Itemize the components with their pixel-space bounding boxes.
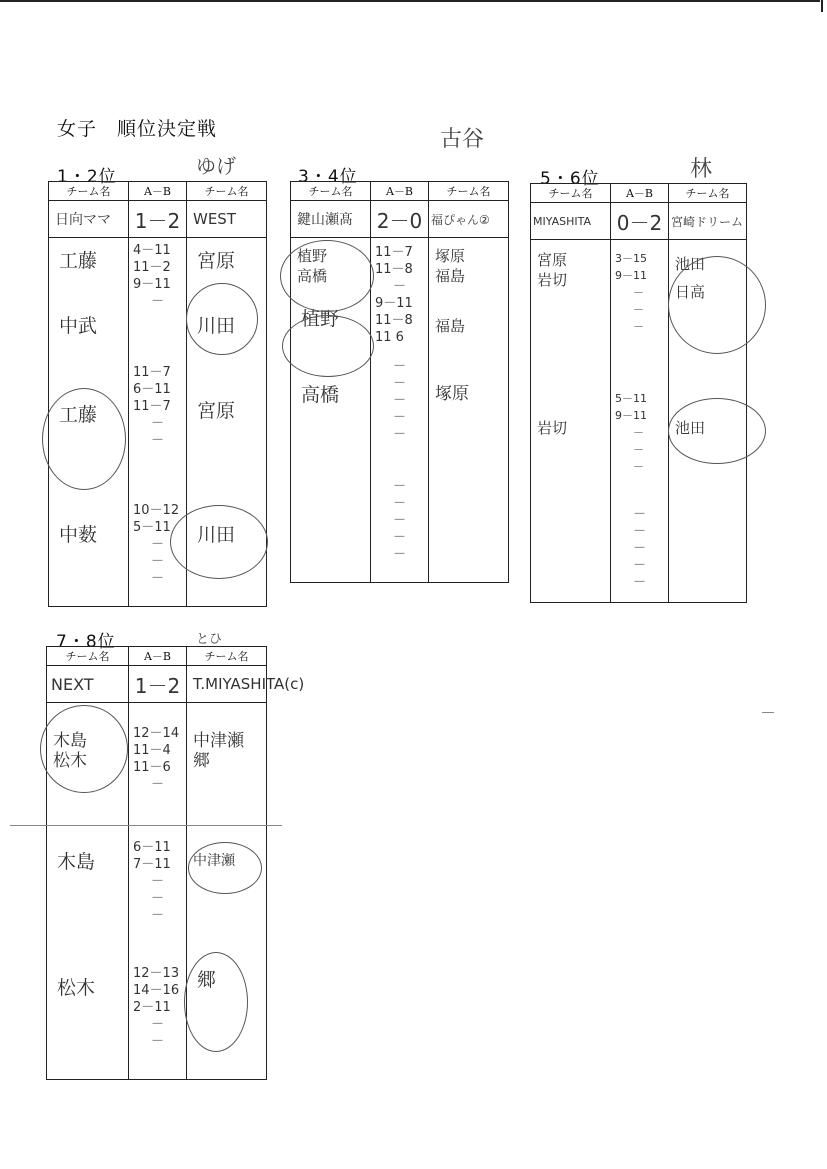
match1-scores	[129, 242, 186, 310]
match2-team-a: 中武	[59, 315, 98, 337]
header-team-b: チーム名	[187, 182, 267, 201]
winner-circle	[188, 842, 262, 894]
winner-circle	[186, 283, 258, 355]
game-score: 9－11	[375, 296, 413, 311]
match1-team-b2: 郷	[193, 751, 210, 771]
final-team-a: 鍵山瀬髙	[297, 212, 353, 228]
match1-team-b: 宮原	[197, 250, 236, 272]
game-score: －	[151, 433, 165, 448]
game-score: －	[151, 1034, 165, 1049]
winner-circle	[42, 388, 126, 490]
final-team-a: 日向ママ	[55, 212, 111, 228]
final-team-b: T.MIYASHITA(c)	[193, 675, 305, 693]
game-score: 10－12	[133, 503, 180, 518]
bracket-34-title: 3・4位	[298, 167, 358, 187]
match3-scores	[371, 358, 428, 443]
game-score: 5－11	[133, 520, 171, 535]
final-row	[47, 666, 267, 703]
game-score: 11－8	[375, 313, 413, 328]
match2-team-a: 岩切	[537, 419, 568, 437]
bracket-12-title: 1・2位	[57, 167, 117, 187]
game-score: －	[393, 530, 407, 545]
final-team-a: MIYASHITA	[533, 214, 592, 228]
match1-scores	[611, 250, 668, 335]
game-score: 9－11	[615, 269, 647, 282]
match1-team-b1: 中津瀬	[193, 731, 244, 751]
game-score: 7－11	[133, 857, 171, 872]
match3-team-a: 高橋	[301, 384, 340, 406]
final-team-a: NEXT	[51, 674, 94, 694]
game-score: 11－7	[133, 365, 171, 380]
stray-pen-line	[10, 825, 282, 826]
game-score: －	[151, 554, 165, 569]
match2-scores	[611, 390, 668, 475]
final-team-b: 福ぴゃん②	[431, 212, 490, 227]
bracket-56-title: 5・6位	[540, 169, 600, 189]
match1-team-b1: 塚原	[435, 247, 466, 265]
winner-circle	[282, 315, 374, 377]
game-score: －	[393, 427, 407, 442]
game-score: 2－11	[133, 1000, 171, 1015]
match-row	[531, 500, 747, 603]
winner-circle	[668, 398, 766, 464]
game-score: 11 6	[375, 330, 404, 345]
game-score: －	[393, 410, 407, 425]
game-score: －	[393, 547, 407, 562]
match2-team-b: 池田	[675, 419, 706, 437]
match1-team-b1: 池田	[675, 255, 706, 273]
match4-team-b: 川田	[197, 524, 236, 546]
game-score: －	[633, 524, 647, 539]
game-score: －	[151, 891, 165, 906]
final-row	[291, 201, 509, 238]
match2-team-b: 福島	[435, 317, 466, 335]
bracket-78-title: 7・8位	[56, 632, 116, 652]
game-score: －	[393, 359, 407, 374]
match1-team-b2: 福島	[435, 267, 466, 285]
game-score: 11－7	[375, 245, 413, 260]
match3-scores	[129, 364, 186, 449]
header-score: A－B	[129, 647, 187, 666]
winner-circle	[184, 952, 248, 1052]
match1-team-a1: 植野	[297, 247, 328, 265]
match1-team-a2: 岩切	[537, 271, 568, 289]
match1-team-a1: 木島	[53, 731, 87, 751]
game-score: －	[633, 303, 644, 316]
match1-team-b2: 日高	[675, 283, 706, 301]
game-score: 6－11	[133, 840, 171, 855]
game-score: 3－15	[615, 252, 647, 265]
game-score: －	[633, 507, 647, 522]
game-score: 11－4	[133, 743, 171, 758]
game-score: －	[633, 286, 644, 299]
game-score: －	[151, 1017, 165, 1032]
match1-team-a2: 高橋	[297, 267, 328, 285]
match2-team-b: 中津瀬	[193, 853, 235, 869]
game-score: 5－11	[615, 392, 647, 405]
header-score: A－B	[371, 182, 429, 201]
final-score: 0－2	[616, 210, 663, 235]
game-score: 9－11	[615, 409, 647, 422]
game-score: －	[393, 279, 407, 294]
match3-team-b: 宮原	[197, 400, 236, 422]
game-score: －	[393, 393, 407, 408]
match2-team-a: 植野	[301, 308, 340, 330]
game-score: －	[151, 874, 165, 889]
header-team-a: チーム名	[531, 184, 611, 203]
match1-team-a1: 宮原	[537, 251, 568, 269]
match3-team-a: 工藤	[59, 404, 98, 426]
match-row	[291, 464, 509, 583]
game-score: 12－14	[133, 726, 180, 741]
match4-team-a: 中薮	[59, 524, 98, 546]
game-score: －	[393, 376, 407, 391]
game-score: －	[633, 558, 647, 573]
final-row	[531, 203, 747, 240]
winner-circle	[280, 240, 374, 312]
game-score: 12－13	[133, 966, 180, 981]
final-score: 1－2	[134, 673, 181, 698]
final-team-b: 宮崎ドリーム	[671, 214, 744, 229]
winner-circle	[668, 256, 766, 354]
game-score: －	[151, 571, 165, 586]
match1-team-a2: 松木	[53, 751, 87, 771]
game-score: －	[151, 416, 165, 431]
game-score: －	[393, 496, 407, 511]
page-title: 女子 順位決定戦	[57, 118, 218, 140]
game-score: －	[633, 426, 644, 439]
game-score: 9－11	[133, 277, 171, 292]
header-team-b: チーム名	[429, 182, 509, 201]
match1-team-a: 工藤	[59, 250, 98, 272]
match1-scores	[371, 244, 428, 346]
game-score: －	[633, 575, 647, 590]
bracket-78-referee-note: とひ	[196, 632, 223, 647]
winner-circle	[40, 705, 128, 793]
game-score: 14－16	[133, 983, 180, 998]
page-edge-mark	[821, 0, 823, 12]
stray-pen-mark	[762, 712, 774, 713]
final-score: 2－0	[376, 208, 423, 233]
game-score: －	[151, 537, 165, 552]
match4-scores	[371, 478, 428, 563]
header-score: A－B	[129, 182, 187, 201]
game-score: －	[151, 908, 165, 923]
match1-scores	[129, 725, 186, 793]
game-score: －	[151, 294, 165, 309]
match2-scores	[129, 839, 186, 924]
bracket-34-referee-note: 古谷	[440, 127, 485, 152]
header-team-b: チーム名	[669, 184, 747, 203]
match3-team-a: 松木	[57, 977, 96, 999]
game-score: －	[633, 320, 644, 333]
game-score: －	[393, 479, 407, 494]
bracket-56-referee-note: 林	[690, 157, 713, 182]
header-score: A－B	[611, 184, 669, 203]
match3-scores	[129, 965, 186, 1050]
match3-team-b: 塚原	[435, 384, 469, 404]
header-team-a: チーム名	[49, 182, 129, 201]
game-score: －	[393, 513, 407, 528]
bracket-12-referee-note: ゆげ	[196, 154, 236, 178]
match3-scores	[611, 506, 668, 591]
match2-team-b: 川田	[197, 315, 236, 337]
header-team-a: チーム名	[47, 647, 129, 666]
game-score: 11－7	[133, 399, 171, 414]
game-score: 11－2	[133, 260, 171, 275]
bracket-56-table	[530, 183, 747, 603]
game-score: 6－11	[133, 382, 171, 397]
game-score: 4－11	[133, 243, 171, 258]
header-team-b: チーム名	[187, 647, 267, 666]
game-score: －	[633, 443, 644, 456]
game-score: 11－6	[133, 760, 171, 775]
winner-circle	[170, 505, 268, 579]
final-score: 1－2	[134, 208, 181, 233]
game-score: 11－8	[375, 262, 413, 277]
match2-team-a: 木島	[57, 851, 96, 873]
header-team-a: チーム名	[291, 182, 371, 201]
match3-team-b: 郷	[197, 969, 217, 991]
final-row	[49, 201, 267, 238]
game-score: －	[633, 460, 644, 473]
page-edge	[0, 0, 820, 2]
game-score: －	[151, 777, 165, 792]
game-score: －	[633, 541, 647, 556]
final-team-b: WEST	[193, 210, 236, 228]
